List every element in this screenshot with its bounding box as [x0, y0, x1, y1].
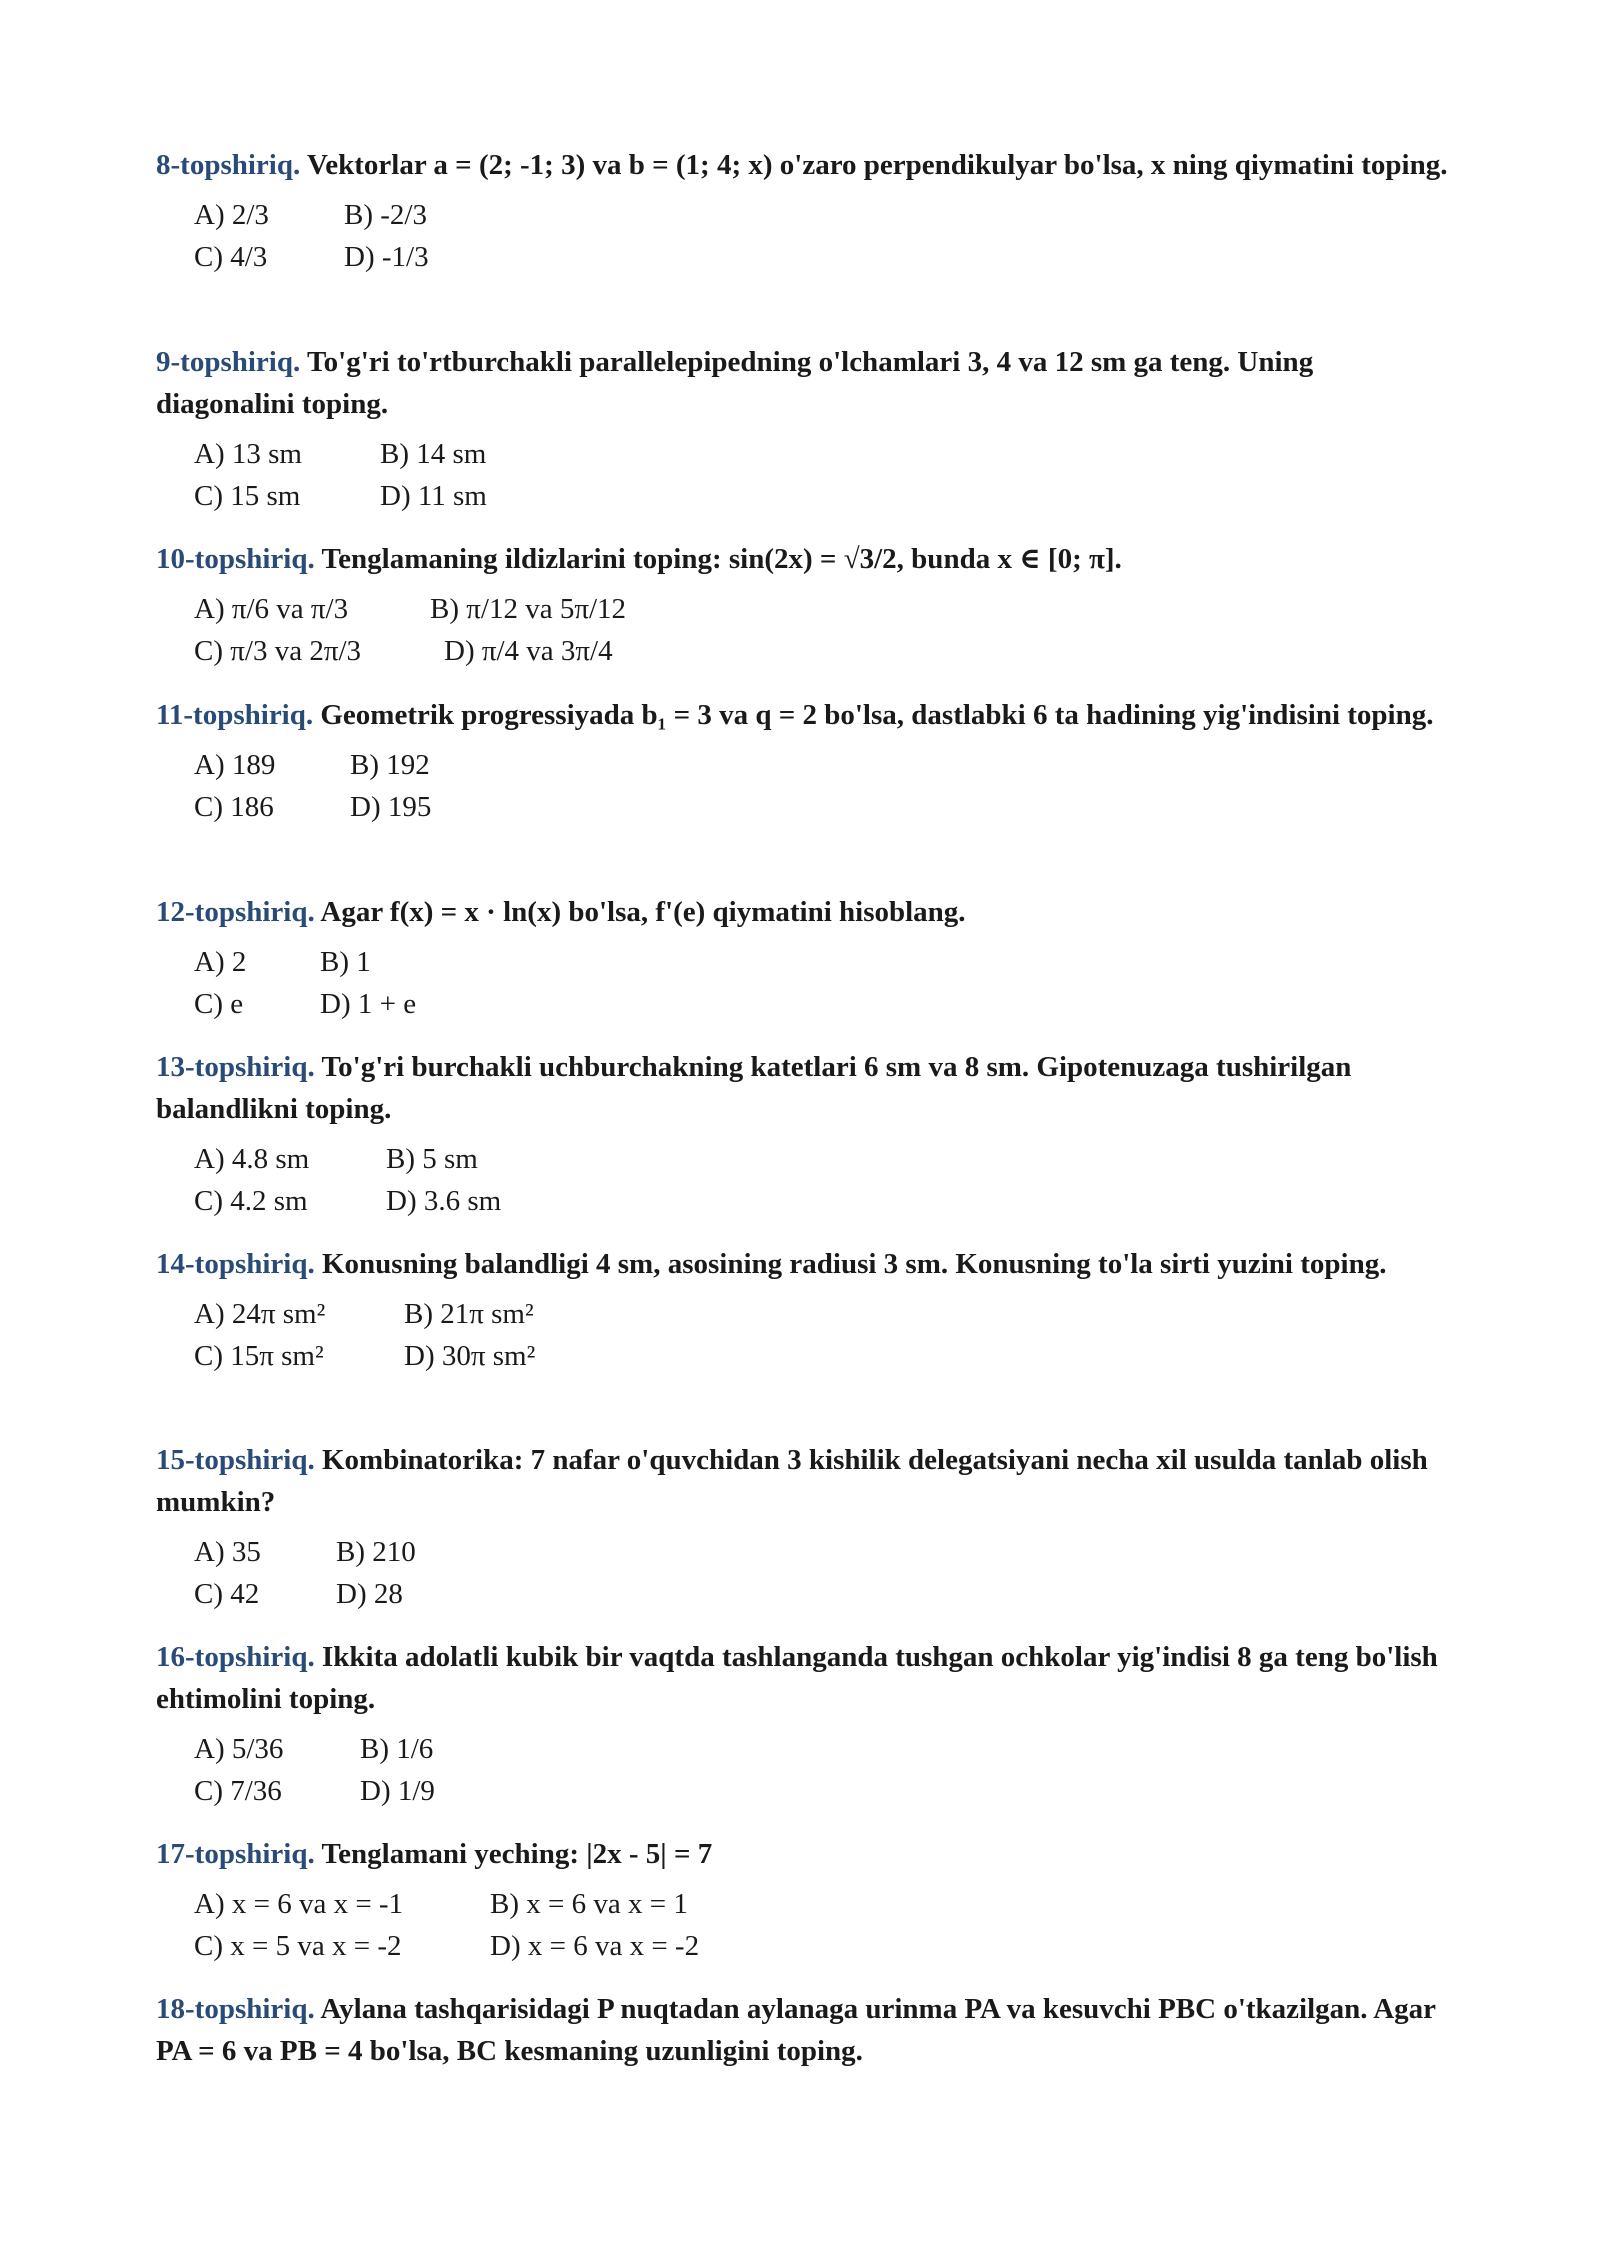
task-18 — [156, 1988, 1456, 2072]
option-b[interactable]: B) 21π sm² — [404, 1298, 534, 1330]
task-question — [156, 341, 1456, 425]
option-a[interactable]: A) 4.8 sm — [194, 1143, 310, 1175]
task-8 — [156, 144, 1456, 278]
task-question — [156, 538, 1456, 580]
answer-options — [194, 1728, 1456, 1812]
task-question — [156, 1636, 1456, 1720]
option-d[interactable]: D) x = 6 va x = -2 — [490, 1930, 700, 1962]
task-14 — [156, 1243, 1456, 1377]
option-d[interactable]: D) 195 — [350, 791, 432, 823]
task-number: 10-topshiriq. — [156, 543, 315, 575]
task-text: Tenglamaning ildizlarini toping: sin(2x) = √3/2, bunda x ∈ [0; π]. — [321, 543, 1122, 575]
option-b[interactable]: B) 1/6 — [360, 1733, 434, 1765]
option-a[interactable]: A) 2/3 — [194, 199, 269, 231]
option-c[interactable]: C) 42 — [194, 1578, 260, 1610]
task-13 — [156, 1046, 1456, 1222]
option-c[interactable]: C) 4.2 sm — [194, 1185, 308, 1217]
option-d[interactable]: D) 1 + e — [320, 988, 417, 1020]
task-question — [156, 144, 1456, 186]
option-b[interactable]: B) π/12 va 5π/12 — [430, 593, 627, 625]
option-b[interactable]: B) 5 sm — [386, 1143, 478, 1175]
task-number: 13-topshiriq. — [156, 1051, 315, 1083]
answer-options — [194, 588, 1456, 672]
task-text: Ikkita adolatli kubik bir vaqtda tashlanganda tushgan ochkolar yig'indisi 8 ga teng bo'lish ehtimolini toping. — [156, 1641, 1438, 1715]
task-text: Vektorlar a = (2; -1; 3) va b = (1; 4; x) o'zaro perpendikulyar bo'lsa, x ning qiymatini toping. — [306, 149, 1448, 181]
option-d[interactable]: D) 30π sm² — [404, 1340, 536, 1372]
option-d[interactable]: D) -1/3 — [344, 241, 429, 273]
option-d[interactable]: D) 1/9 — [360, 1775, 435, 1807]
task-number: 15-topshiriq. — [156, 1444, 315, 1476]
option-c[interactable]: C) 7/36 — [194, 1775, 282, 1807]
answer-options — [194, 433, 1456, 517]
option-a[interactable]: A) 2 — [194, 946, 247, 978]
task-number: 12-topshiriq. — [156, 896, 315, 928]
task-question — [156, 1833, 1456, 1875]
answer-options — [194, 1883, 1456, 1967]
option-b[interactable]: B) x = 6 va x = 1 — [490, 1888, 688, 1920]
option-d[interactable]: D) π/4 va 3π/4 — [444, 635, 613, 667]
task-text: To'g'ri burchakli uchburchakning katetlari 6 sm va 8 sm. Gipotenuzaga tushirilgan balandlikni toping. — [156, 1051, 1352, 1125]
option-d[interactable]: D) 28 — [336, 1578, 403, 1610]
option-b[interactable]: B) -2/3 — [344, 199, 427, 231]
task-number: 16-topshiriq. — [156, 1641, 315, 1673]
answer-options — [194, 1138, 1456, 1222]
option-b[interactable]: B) 1 — [320, 946, 371, 978]
option-a[interactable]: A) x = 6 va x = -1 — [194, 1888, 404, 1920]
task-10 — [156, 538, 1456, 672]
option-c[interactable]: C) 15π sm² — [194, 1340, 324, 1372]
option-c[interactable]: C) x = 5 va x = -2 — [194, 1930, 402, 1962]
option-a[interactable]: A) 35 — [194, 1536, 261, 1568]
task-number: 18-topshiriq. — [156, 1993, 315, 2025]
task-question — [156, 891, 1456, 933]
task-text: Konusning balandligi 4 sm, asosining radiusi 3 sm. Konusning to'la sirti yuzini toping. — [321, 1248, 1387, 1280]
answer-options — [194, 941, 1456, 1025]
option-a[interactable]: A) 189 — [194, 749, 276, 781]
option-d[interactable]: D) 11 sm — [380, 480, 487, 512]
task-16 — [156, 1636, 1456, 1812]
task-text: Tenglamani yeching: |2x - 5| = 7 — [321, 1838, 713, 1870]
option-a[interactable]: A) 24π sm² — [194, 1298, 326, 1330]
task-text: Kombinatorika: 7 nafar o'quvchidan 3 kishilik delegatsiyani necha xil usulda tanlab olish mumkin? — [156, 1444, 1428, 1518]
answer-options — [194, 194, 1456, 278]
task-number: 17-topshiriq. — [156, 1838, 315, 1870]
task-number: 8-topshiriq. — [156, 149, 301, 181]
task-question — [156, 1046, 1456, 1130]
option-d[interactable]: D) 3.6 sm — [386, 1185, 502, 1217]
task-number: 9-topshiriq. — [156, 346, 301, 378]
task-text: Geometrik progressiyada b₁ = 3 va q = 2 bo'lsa, dastlabki 6 ta hadining yig'indisini toping. — [320, 699, 1434, 731]
task-15 — [156, 1439, 1456, 1615]
task-question — [156, 1439, 1456, 1523]
option-b[interactable]: B) 192 — [350, 749, 430, 781]
task-text: To'g'ri to'rtburchakli parallelepipedning o'lchamlari 3, 4 va 12 sm ga teng. Uning diagonalini toping. — [156, 346, 1314, 420]
task-17 — [156, 1833, 1456, 1967]
option-b[interactable]: B) 210 — [336, 1536, 416, 1568]
option-c[interactable]: C) 15 sm — [194, 480, 301, 512]
option-c[interactable]: C) 4/3 — [194, 241, 268, 273]
option-c[interactable]: C) 186 — [194, 791, 274, 823]
option-a[interactable]: A) 13 sm — [194, 438, 302, 470]
task-question — [156, 694, 1456, 736]
option-b[interactable]: B) 14 sm — [380, 438, 487, 470]
task-12 — [156, 891, 1456, 1025]
task-question — [156, 1988, 1456, 2072]
option-c[interactable]: C) π/3 va 2π/3 — [194, 635, 362, 667]
task-text: Agar f(x) = x · ln(x) bo'lsa, f'(e) qiymatini hisoblang. — [320, 896, 966, 928]
task-11 — [156, 694, 1456, 828]
option-c[interactable]: C) e — [194, 988, 244, 1020]
option-a[interactable]: A) 5/36 — [194, 1733, 284, 1765]
answer-options — [194, 1531, 1456, 1615]
task-text: Aylana tashqarisidagi P nuqtadan aylanaga urinma PA va kesuvchi PBC o'tkazilgan. Agar PA = 6 va PB = 4 bo'lsa, BC kesmaning uzunligini toping. — [156, 1993, 1436, 2067]
answer-options — [194, 744, 1456, 828]
task-number: 11-topshiriq. — [156, 699, 314, 731]
task-9 — [156, 341, 1456, 517]
task-question — [156, 1243, 1456, 1285]
option-a[interactable]: A) π/6 va π/3 — [194, 593, 349, 625]
answer-options — [194, 1293, 1456, 1377]
task-number: 14-topshiriq. — [156, 1248, 315, 1280]
